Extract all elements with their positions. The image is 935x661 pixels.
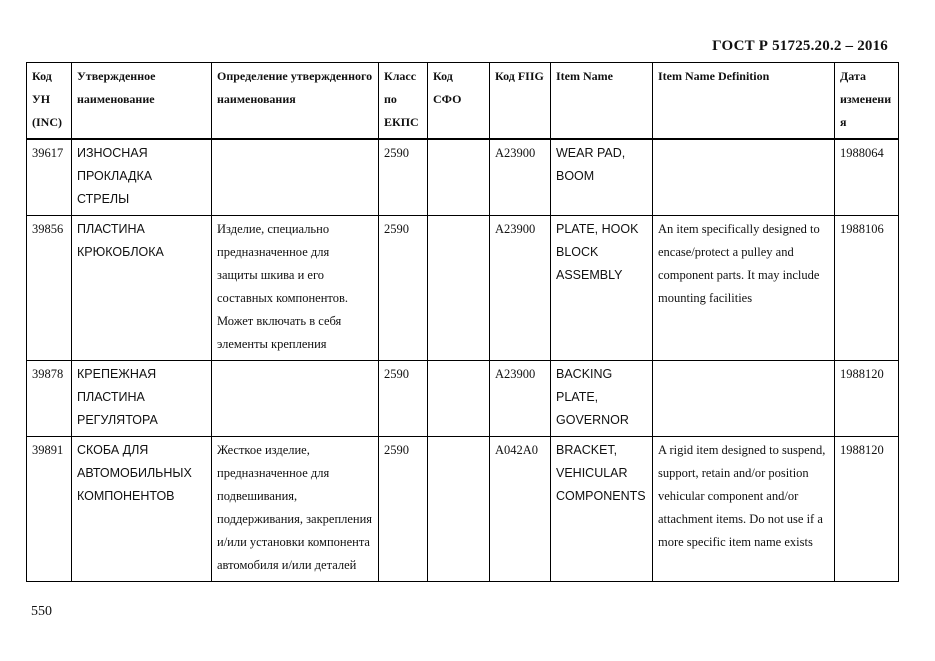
cell-name-ru: СКОБА ДЛЯ АВТОМОБИЛЬНЫХ КОМПОНЕНТОВ [72, 437, 212, 582]
cell-item-name: PLATE, HOOK BLOCK ASSEMBLY [551, 216, 653, 361]
cell-item-name: WEAR PAD, BOOM [551, 139, 653, 216]
header-item-definition: Item Name Definition [653, 63, 835, 140]
cell-definition-ru: Жесткое изделие, предназначенное для подвешивания, поддерживания, закрепления и/или установки компонента автомобиля и/или деталей [212, 437, 379, 582]
header-inc: Код УН (INC) [27, 63, 72, 140]
cell-sfo [428, 437, 490, 582]
table-row [27, 361, 899, 437]
table-header-row [27, 63, 899, 140]
table-row [27, 216, 899, 361]
page-number: 550 [31, 604, 52, 619]
cell-item-definition: An item specifically designed to encase/protect a pulley and component parts. It may include mounting facilities [653, 216, 835, 361]
cell-definition-ru [212, 361, 379, 437]
cell-name-ru: ИЗНОСНАЯ ПРОКЛАДКА СТРЕЛЫ [72, 139, 212, 216]
cell-item-definition: A rigid item designed to suspend, support, retain and/or position vehicular component and/or attachment items. Do not use if a more specific item name exists [653, 437, 835, 582]
cell-date: 1988120 [835, 437, 899, 582]
header-date: Дата изменения [835, 63, 899, 140]
cell-definition-ru: Изделие, специально предназначенное для защиты шкива и его составных компонентов. Может включать в себя элементы крепления [212, 216, 379, 361]
cell-class: 2590 [379, 361, 428, 437]
header-definition: Определение утвержденного наименования [212, 63, 379, 140]
cell-item-definition [653, 139, 835, 216]
cell-date: 1988106 [835, 216, 899, 361]
cell-fiig: A23900 [490, 139, 551, 216]
header-item-name: Item Name [551, 63, 653, 140]
cell-fiig: A23900 [490, 216, 551, 361]
cell-item-name: BRACKET, VEHICULAR COMPONENTS [551, 437, 653, 582]
cell-fiig: A23900 [490, 361, 551, 437]
header-fiig: Код FIIG [490, 63, 551, 140]
cell-sfo [428, 216, 490, 361]
table-row [27, 437, 899, 582]
cell-name-ru: ПЛАСТИНА КРЮКОБЛОКА [72, 216, 212, 361]
cell-class: 2590 [379, 139, 428, 216]
cell-date: 1988064 [835, 139, 899, 216]
cell-item-definition [653, 361, 835, 437]
cell-sfo [428, 139, 490, 216]
cell-inc: 39878 [27, 361, 72, 437]
catalog-table [26, 62, 899, 582]
cell-inc: 39891 [27, 437, 72, 582]
cell-date: 1988120 [835, 361, 899, 437]
cell-definition-ru [212, 139, 379, 216]
header-sfo: Код СФО [428, 63, 490, 140]
header-approved-name: Утвержденное наименование [72, 63, 212, 140]
cell-fiig: A042A0 [490, 437, 551, 582]
table-row [27, 139, 899, 216]
cell-name-ru: КРЕПЕЖНАЯ ПЛАСТИНА РЕГУЛЯТОРА [72, 361, 212, 437]
cell-sfo [428, 361, 490, 437]
cell-inc: 39856 [27, 216, 72, 361]
header-class: Класс по ЕКПС [379, 63, 428, 140]
cell-inc: 39617 [27, 139, 72, 216]
document-title: ГОСТ Р 51725.20.2 – 2016 [712, 38, 888, 54]
cell-class: 2590 [379, 437, 428, 582]
cell-class: 2590 [379, 216, 428, 361]
cell-item-name: BACKING PLATE, GOVERNOR [551, 361, 653, 437]
